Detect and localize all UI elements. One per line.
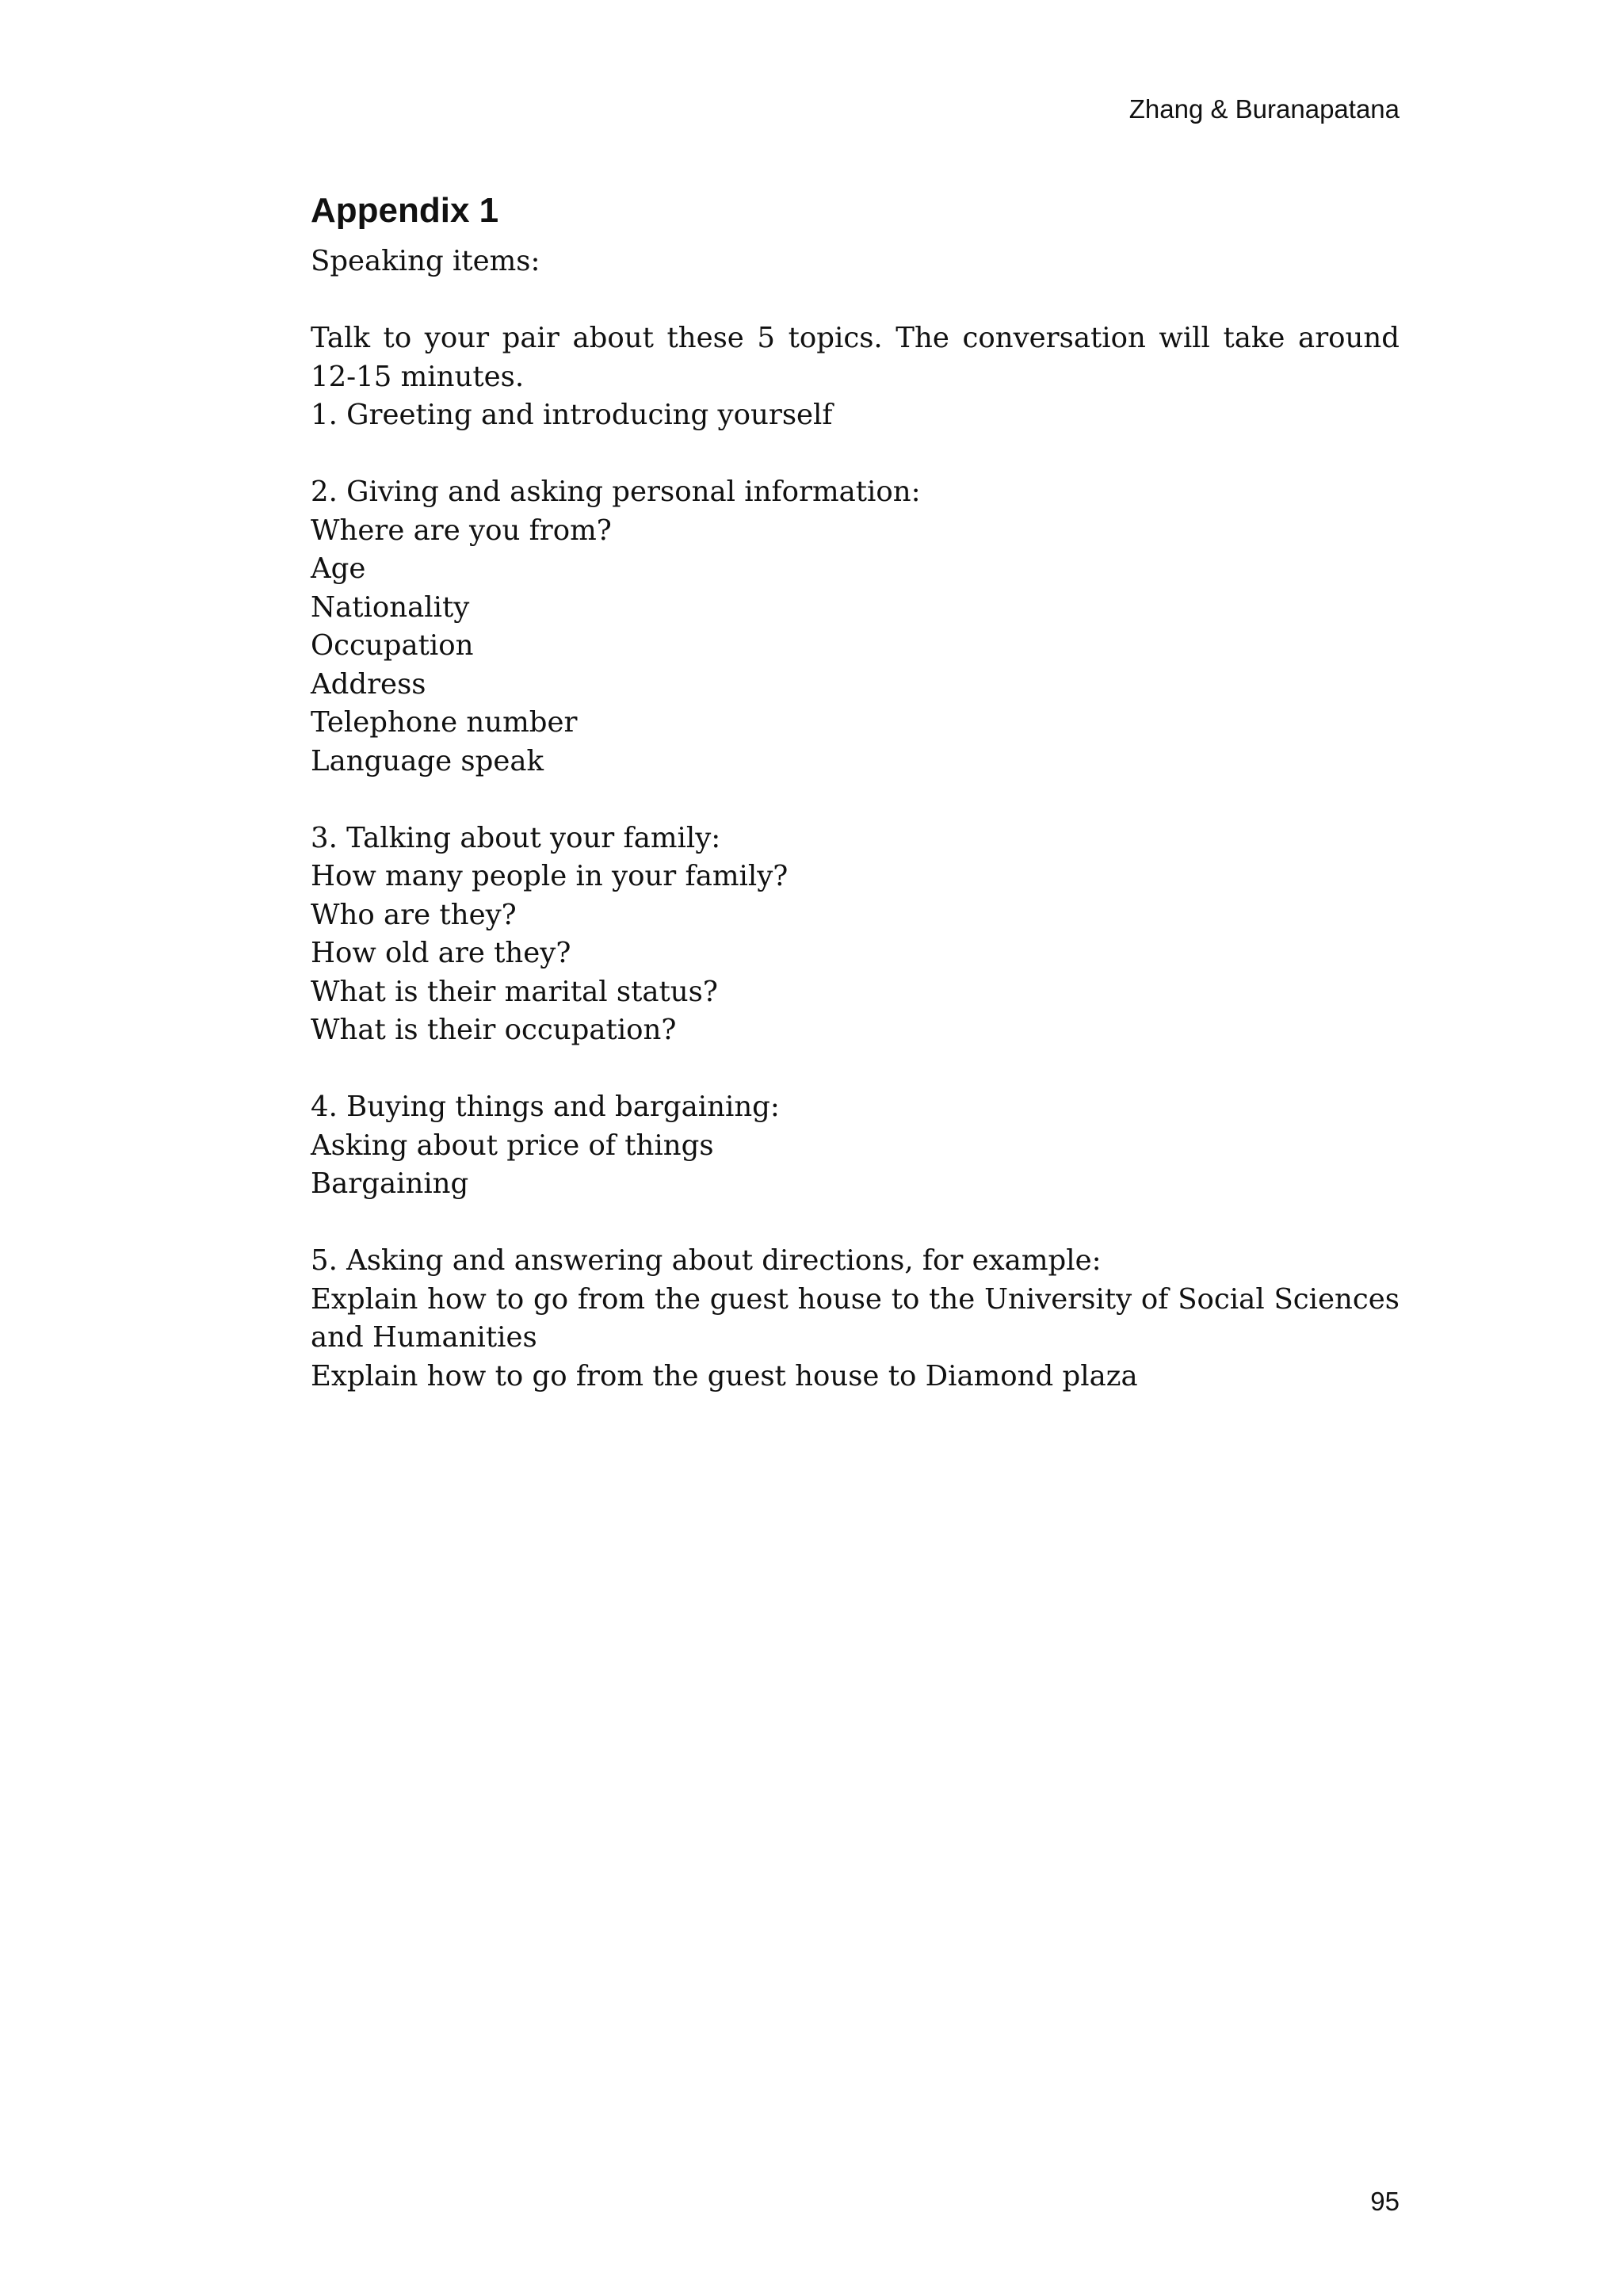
paragraph-gap	[311, 281, 1400, 320]
paragraph-gap	[311, 435, 1400, 474]
topic-4-heading: 4. Buying things and bargaining:	[311, 1091, 780, 1123]
list-item: Telephone number	[311, 706, 578, 739]
list-item: Explain how to go from the guest house to the University of Social Sciences and Humanities	[311, 1282, 1400, 1354]
topic-3-heading: 3. Talking about your family:	[311, 821, 721, 854]
running-header: Zhang & Buranapatana	[1128, 94, 1400, 124]
speaking-items-label: Speaking items:	[311, 245, 540, 277]
list-item: Address	[311, 667, 426, 701]
list-item: Age	[311, 552, 366, 585]
paragraph-gap	[311, 781, 1400, 819]
appendix-body	[311, 243, 1400, 1396]
paragraph-gap	[311, 1050, 1400, 1089]
appendix-content	[311, 190, 1400, 1396]
list-item: How many people in your family?	[311, 860, 789, 892]
list-item: Language speak	[311, 744, 544, 777]
topic-2-heading: 2. Giving and asking personal information:	[311, 476, 921, 508]
instructions-paragraph: Talk to your pair about these 5 topics. The conversation will take around 12-15 minutes.	[311, 322, 1400, 393]
paragraph-gap	[311, 1204, 1400, 1243]
topic-1-heading: 1. Greeting and introducing yourself	[311, 399, 833, 431]
list-item: How old are they?	[311, 937, 571, 969]
list-item: Nationality	[311, 590, 470, 624]
list-item: What is their marital status?	[311, 975, 718, 1008]
page-number: 95	[1370, 2187, 1400, 2216]
appendix-title: Appendix 1	[311, 191, 499, 230]
list-item: Bargaining	[311, 1167, 469, 1200]
topic-5-heading: 5. Asking and answering about directions, for example:	[311, 1244, 1102, 1277]
list-item: Explain how to go from the guest house to Diamond plaza	[311, 1359, 1138, 1392]
list-item: Occupation	[311, 629, 474, 662]
list-item: What is their occupation?	[311, 1014, 677, 1046]
list-item: Where are you from?	[311, 514, 612, 547]
list-item: Who are they?	[311, 898, 517, 931]
list-item: Asking about price of things	[311, 1129, 714, 1162]
